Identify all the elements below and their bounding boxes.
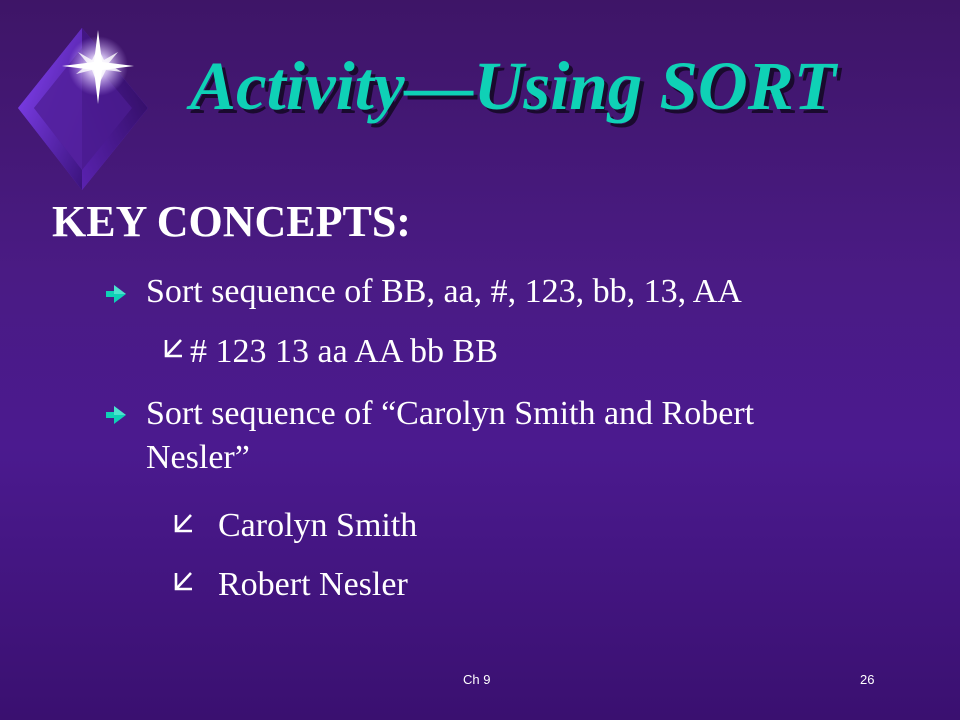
check-icon bbox=[162, 337, 184, 359]
arrow-right-icon bbox=[104, 403, 128, 427]
key-concepts-heading: KEY CONCEPTS: bbox=[52, 197, 411, 246]
footer-chapter: Ch 9 bbox=[463, 672, 491, 687]
bullet-sort-sequence-2-line2: Nesler” bbox=[146, 439, 250, 476]
bullet-sort-sequence-2-line1: Sort sequence of “Carolyn Smith and Robert bbox=[146, 395, 755, 432]
check-icon bbox=[172, 512, 194, 534]
arrow-right-icon bbox=[104, 282, 128, 306]
footer-page-number: 26 bbox=[860, 672, 875, 687]
slide-title: Activity—Using SORT bbox=[190, 48, 836, 124]
bullet-sort-sequence-1: Sort sequence of BB, aa, #, 123, bb, 13, AA bbox=[146, 273, 742, 310]
check-icon bbox=[172, 570, 194, 592]
sub-bullet-carolyn-smith: Carolyn Smith bbox=[218, 507, 418, 544]
sub-bullet-robert-nesler: Robert Nesler bbox=[218, 566, 408, 603]
diamond-star-icon bbox=[0, 0, 190, 210]
sub-bullet-sort-result-1: # 123 13 aa AA bb BB bbox=[190, 333, 498, 370]
